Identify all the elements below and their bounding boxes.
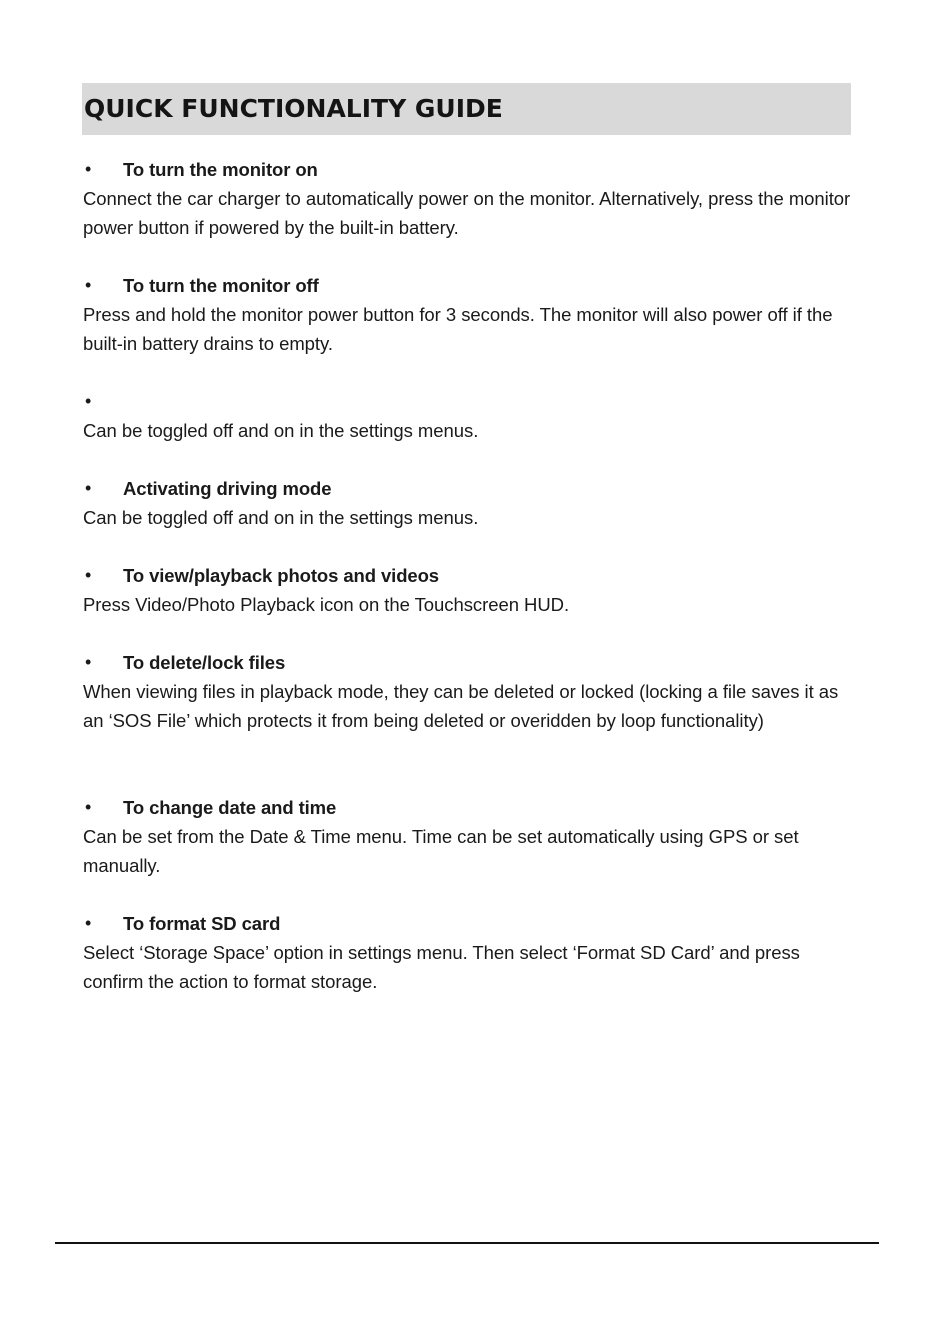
guide-sections	[83, 155, 853, 996]
section-text: When viewing files in playback mode, they can be deleted or locked (locking a file saves it as an ‘SOS File’ which protects it from being deleted or overidden by loop functionality)	[83, 681, 839, 731]
section-heading: To turn the monitor off	[123, 275, 319, 296]
bullet-icon: •	[85, 275, 92, 295]
section-heading-row	[83, 909, 853, 938]
section-heading: To turn the monitor on	[123, 159, 318, 180]
section-driving-mode	[83, 474, 853, 532]
section-text: Connect the car charger to automatically power on the monitor. Alternatively, press the monitor power button if powered by the built-in battery.	[83, 188, 851, 238]
section-text: Can be toggled off and on in the settings menus.	[83, 420, 479, 441]
bullet-icon: •	[85, 159, 92, 179]
section-heading-row	[83, 387, 853, 416]
section-text: Can be set from the Date & Time menu. Time can be set automatically using GPS or set manually.	[83, 826, 799, 876]
section-heading-row	[83, 271, 853, 300]
section-playback	[83, 561, 853, 619]
bullet-icon: •	[85, 797, 92, 817]
section-delete-lock	[83, 648, 853, 764]
section-heading: To change date and time	[123, 797, 337, 818]
title-banner	[82, 83, 851, 135]
section-heading-row	[83, 793, 853, 822]
section-heading: Activating driving mode	[123, 478, 332, 499]
section-heading: To format SD card	[123, 913, 281, 934]
bullet-icon: •	[85, 478, 92, 498]
section-heading-row	[83, 561, 853, 590]
section-heading-row	[83, 155, 853, 184]
section-date-time	[83, 793, 853, 880]
section-heading: To view/playback photos and videos	[123, 565, 439, 586]
section-turn-on	[83, 155, 853, 242]
section-turn-off	[83, 271, 853, 358]
footer-divider	[55, 1242, 879, 1244]
section-heading-row	[83, 648, 853, 677]
bullet-icon: •	[85, 565, 92, 585]
section-text: Press Video/Photo Playback icon on the Touchscreen HUD.	[83, 594, 570, 615]
bullet-icon: •	[85, 913, 92, 933]
section-format-sd	[83, 909, 853, 996]
section-heading-row	[83, 474, 853, 503]
bullet-icon: •	[85, 391, 92, 411]
section-text: Press and hold the monitor power button for 3 seconds. The monitor will also power off if the built-in battery drains to empty.	[83, 304, 833, 354]
section-untitled	[83, 387, 853, 445]
section-heading: To delete/lock files	[123, 652, 286, 673]
bullet-icon: •	[85, 652, 92, 672]
section-text: Select ‘Storage Space’ option in settings menu. Then select ‘Format SD Card’ and press confirm the action to format storage.	[83, 942, 800, 992]
section-text: Can be toggled off and on in the settings menus.	[83, 507, 479, 528]
page-title: QUICK FUNCTIONALITY GUIDE	[84, 94, 503, 123]
